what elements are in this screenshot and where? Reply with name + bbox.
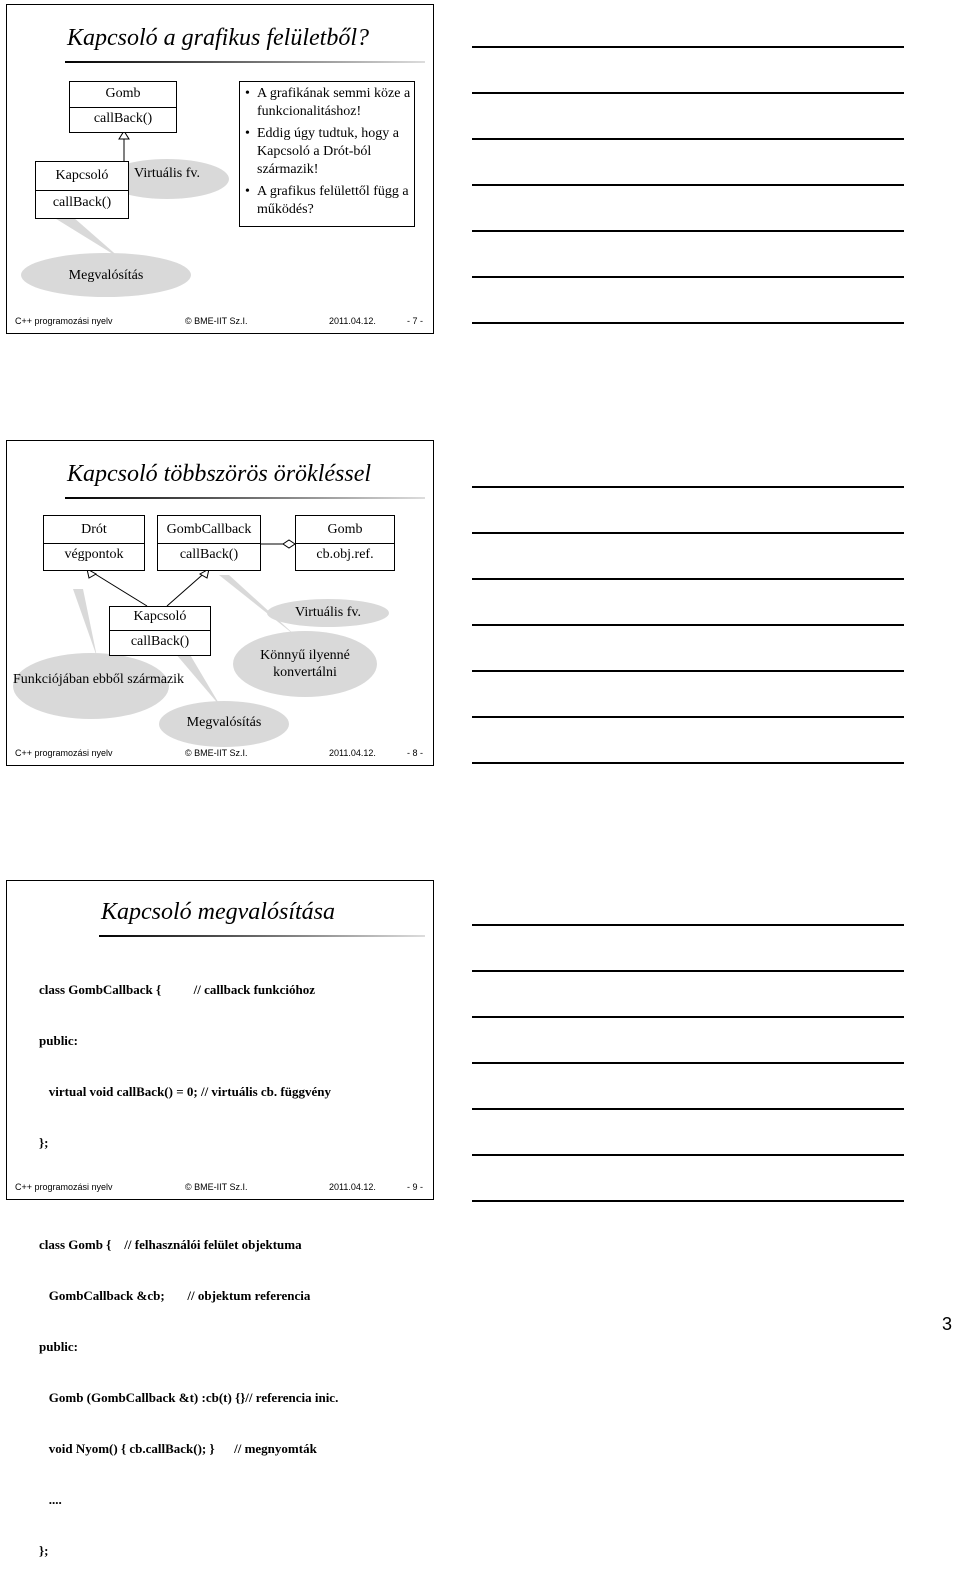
note-line (472, 486, 904, 488)
divider (110, 630, 210, 631)
slide-title: Kapcsoló többszörös örökléssel (67, 461, 372, 487)
class-method: callBack() (130, 634, 190, 649)
virtual-label: Virtuális fv. (134, 166, 200, 181)
note-line (472, 92, 904, 94)
slide-9 (6, 880, 434, 1558)
note-line (472, 276, 904, 278)
note-line (472, 230, 904, 232)
notes-area (472, 0, 904, 1341)
divider (296, 543, 394, 544)
bullet-item: • A grafikának semmi köze a funkcionalitáshoz! (245, 85, 411, 121)
note-line (472, 624, 904, 626)
code-line: GombCallback &cb; // objektum referencia (39, 1288, 311, 1303)
code-line: .... (39, 1492, 62, 1507)
class-box-kapcsolo (35, 161, 129, 219)
note-line (472, 138, 904, 140)
class-member: cb.obj.ref. (316, 547, 374, 562)
code-line: virtual void callBack() = 0; // virtuális cb. függvény (39, 1084, 331, 1099)
code-line: class GombCallback { // callback funkcióhoz (39, 982, 315, 997)
footer-course: C++ programozási nyelv (15, 316, 113, 326)
note-line (472, 1108, 904, 1110)
class-method: callBack() (179, 547, 239, 562)
class-name: Drót (81, 522, 107, 537)
bullet-item: • A grafikus felülettől függ a működés? (245, 183, 411, 219)
note-line (472, 532, 904, 534)
code-line: Gomb (GombCallback &t) :cb(t) {}// referencia inic. (39, 1390, 339, 1405)
aggregation-diamond (283, 540, 295, 548)
class-name: Gomb (327, 522, 363, 537)
code-block (39, 947, 338, 1593)
note-line (472, 762, 904, 764)
note-line (472, 1200, 904, 1202)
callout-megvalositas: Megvalósítás (68, 268, 144, 283)
class-box-gombcallback (157, 515, 261, 571)
footer-course: C++ programozási nyelv (15, 1182, 113, 1192)
divider (36, 190, 128, 191)
bullet-list (245, 85, 411, 223)
footer-copyright: © BME-IIT Sz.I. (185, 316, 248, 326)
class-box-drot (43, 515, 145, 571)
slide-footer (7, 315, 433, 329)
note-line (472, 670, 904, 672)
class-box-gomb (295, 515, 395, 571)
footer-page: - 7 - (407, 316, 424, 326)
class-method: callBack() (93, 111, 153, 126)
class-box-gomb (69, 81, 177, 133)
code-line: class Gomb { // felhasználói felület objektuma (39, 1237, 302, 1252)
code-line: }; (39, 1135, 49, 1150)
slide-footer (7, 747, 433, 761)
slide-title: Kapcsoló a grafikus felületből? (67, 25, 369, 51)
divider (44, 543, 144, 544)
footer-date: 2011.04.12. (329, 1182, 376, 1192)
virtual-label: Virtuális fv. (295, 605, 361, 620)
class-name: GombCallback (166, 522, 252, 537)
footer-page: - 8 - (407, 748, 424, 758)
bullet-item: • Eddig úgy tudtuk, hogy a Kapcsoló a Drót-ból származik! (245, 125, 411, 179)
class-box-kapcsolo (109, 606, 211, 656)
note-line (472, 322, 904, 324)
class-name: Gomb (105, 86, 141, 101)
footer-page: - 9 - (407, 1182, 424, 1192)
callout-tail-left (73, 589, 97, 657)
class-name: Kapcsoló (55, 168, 109, 183)
note-line (472, 1154, 904, 1156)
code-line: }; (39, 1543, 49, 1558)
callout-right: Könnyű ilyenné konvertálni (260, 648, 350, 680)
footer-date: 2011.04.12. (329, 748, 376, 758)
note-line (472, 578, 904, 580)
code-line: public: (39, 1033, 79, 1048)
divider (158, 543, 260, 544)
note-line (472, 1062, 904, 1064)
slide-7 (6, 4, 434, 334)
note-line (472, 46, 904, 48)
note-line (472, 184, 904, 186)
footer-date: 2011.04.12. (329, 316, 376, 326)
note-line (472, 716, 904, 718)
note-line (472, 1016, 904, 1018)
callout-mid: Megvalósítás (186, 715, 262, 730)
code-line: void Nyom() { cb.callBack(); } // megnyomták (39, 1441, 317, 1456)
class-method: callBack() (52, 195, 112, 210)
footer-course: C++ programozási nyelv (15, 748, 113, 758)
footer-copyright: © BME-IIT Sz.I. (185, 748, 248, 758)
note-line (472, 924, 904, 926)
slide-8 (6, 440, 434, 766)
code-line: public: (39, 1339, 79, 1354)
class-member: végpontok (64, 547, 124, 562)
page-number: 3 (941, 1314, 952, 1334)
slide-title: Kapcsoló megvalósítása (101, 899, 335, 925)
callout-left: Funkciójában ebből származik (13, 672, 185, 687)
divider (70, 107, 176, 108)
class-name: Kapcsoló (133, 609, 187, 624)
footer-copyright: © BME-IIT Sz.I. (185, 1182, 248, 1192)
note-line (472, 970, 904, 972)
slide-footer (7, 1181, 433, 1195)
title-underline (99, 935, 425, 937)
